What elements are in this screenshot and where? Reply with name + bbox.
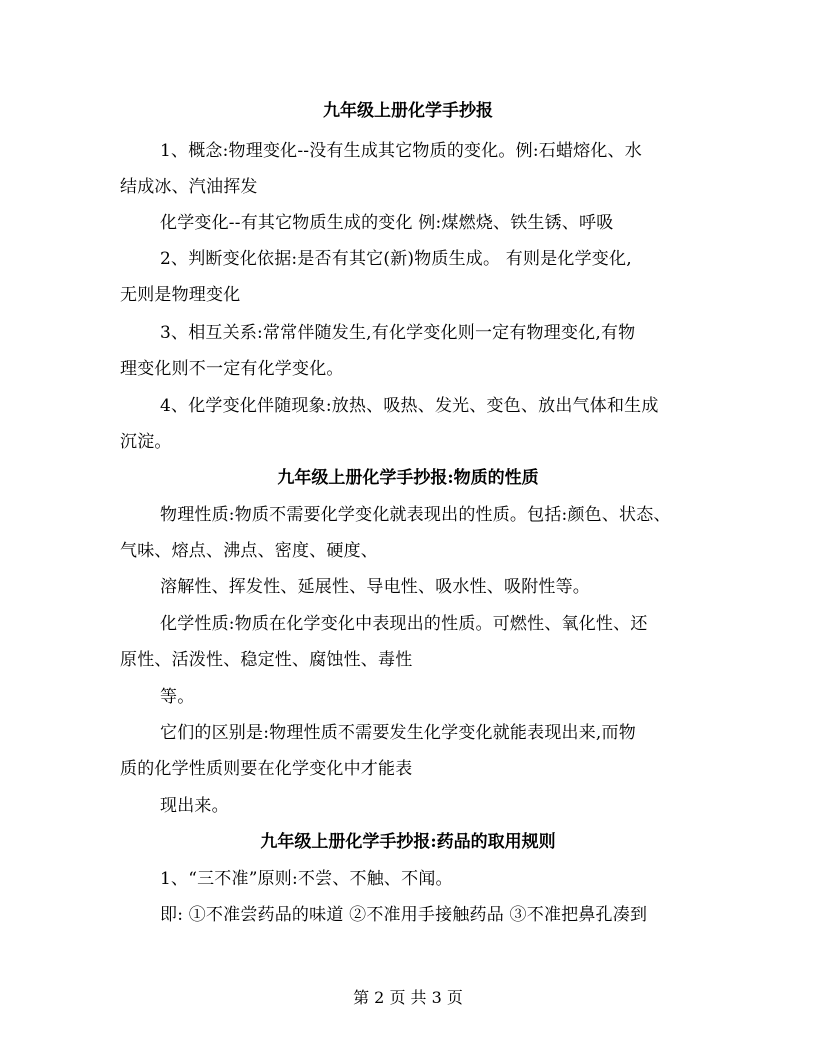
paragraph-line: 1、概念:物理变化--没有生成其它物质的变化。例:石蜡熔化、水: [160, 141, 642, 161]
section-heading: 九年级上册化学手抄报:物质的性质: [277, 468, 539, 488]
paragraph-line: 化学性质:物质在化学变化中表现出的性质。可燃性、氧化性、还: [160, 614, 648, 634]
paragraph-line: 气味、熔点、沸点、密度、硬度、: [120, 541, 378, 561]
paragraph-line: 质的化学性质则要在化学变化中才能表: [120, 759, 413, 779]
paragraph-line: 无则是物理变化: [120, 285, 241, 305]
paragraph-line: 溶解性、挥发性、延展性、导电性、吸水性、吸附性等。: [160, 577, 590, 597]
paragraph-line: 即: ①不准尝药品的味道 ②不准用手接触药品 ③不准把鼻孔凑到: [160, 905, 648, 925]
document-title: 九年级上册化学手抄报: [323, 101, 493, 121]
paragraph-line: 等。: [160, 687, 195, 707]
paragraph-line: 现出来。: [160, 796, 229, 816]
paragraph-line: 物理性质:物质不需要化学变化就表现出的性质。包括:颜色、状态、: [160, 505, 671, 525]
section-heading: 九年级上册化学手抄报:药品的取用规则: [260, 832, 556, 852]
paragraph-line: 结成冰、汽油挥发: [120, 177, 258, 197]
paragraph-line: 化学变化--有其它物质生成的变化 例:煤燃烧、铁生锈、呼吸: [160, 213, 614, 233]
paragraph-line: 2、判断变化依据:是否有其它(新)物质生成。 有则是化学变化,: [160, 249, 632, 269]
paragraph-line: 原性、活泼性、稳定性、腐蚀性、毒性: [120, 650, 413, 670]
paragraph-line: 1、“三不准”原则:不尝、不触、不闻。: [160, 869, 453, 889]
paragraph-line: 3、相互关系:常常伴随发生,有化学变化则一定有物理变化,有物: [160, 323, 636, 343]
paragraph-line: 它们的区别是:物理性质不需要发生化学变化就能表现出来,而物: [160, 723, 636, 743]
page-footer: 第 2 页 共 3 页: [353, 988, 463, 1007]
paragraph-line: 理变化则不一定有化学变化。: [120, 359, 344, 379]
paragraph-line: 沉淀。: [120, 432, 172, 452]
paragraph-line: 4、化学变化伴随现象:放热、吸热、发光、变色、放出气体和生成: [160, 396, 659, 416]
